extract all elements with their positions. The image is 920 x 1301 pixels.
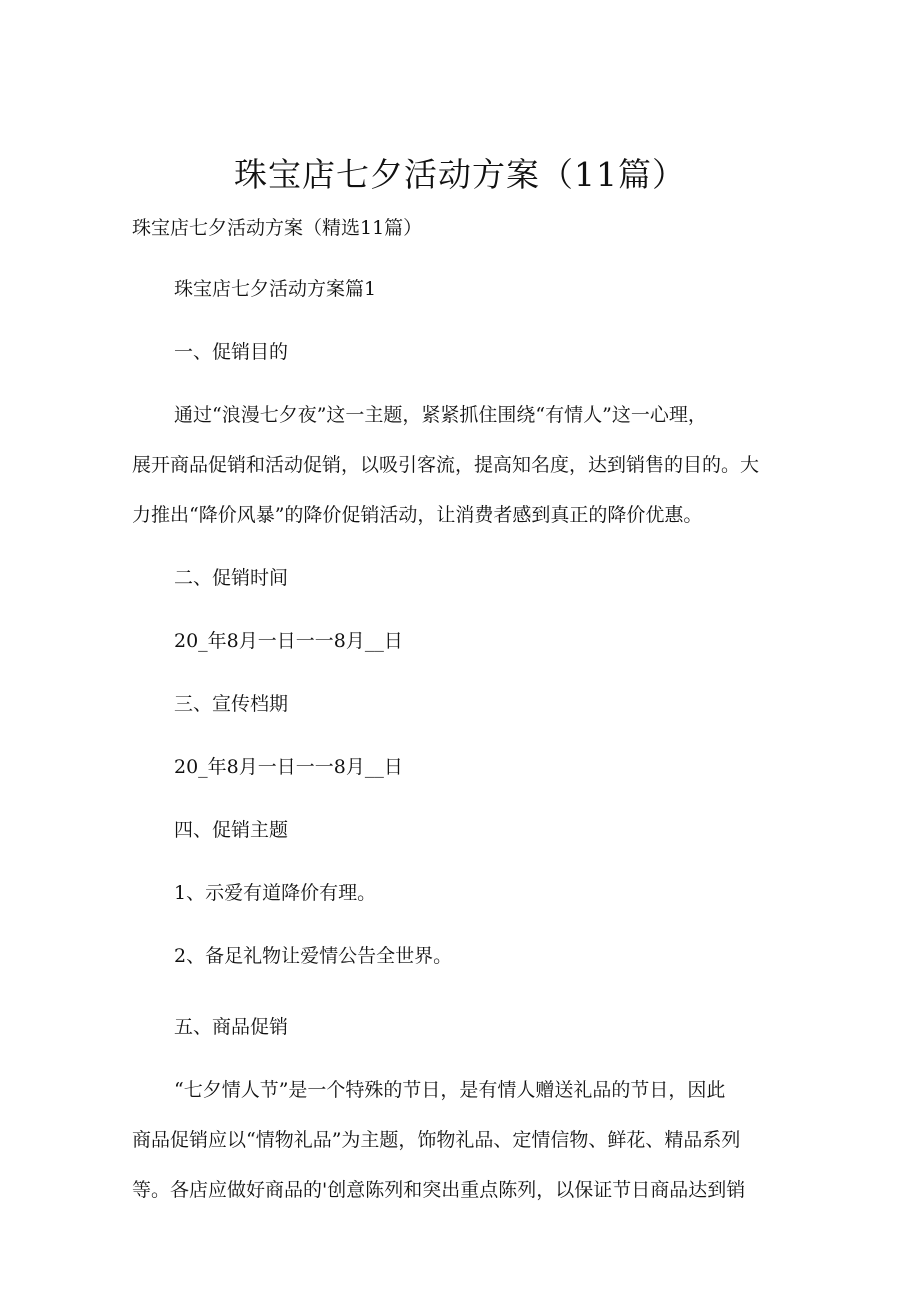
paragraph-product-line-3: 等。各店应做好商品的'创意陈列和突出重点陈列，以保证节日商品达到销: [132, 1179, 746, 1201]
heading-product-promotion: 五、商品促销: [174, 1016, 289, 1038]
heading-promotion-time: 二、促销时间: [174, 567, 289, 589]
paragraph-product-line-1: “七夕情人节”是一个特殊的节日，是有情人赠送礼品的节日，因此: [174, 1079, 726, 1101]
section-heading: 珠宝店七夕活动方案篇1: [174, 278, 377, 300]
promotion-date-range: 20_年8月一日一一8月__日: [174, 630, 403, 652]
paragraph-purpose-line-1: 通过“浪漫七夕夜”这一主题，紧紧抓住围绕“有情人”这一心理，: [174, 404, 707, 426]
heading-publicity-period: 三、宣传档期: [174, 693, 289, 715]
publicity-date-range: 20_年8月一日一一8月__日: [174, 756, 403, 778]
paragraph-product-line-2: 商品促销应以“情物礼品”为主题，饰物礼品、定情信物、鲜花、精品系列: [132, 1129, 741, 1151]
paragraph-purpose-line-2: 展开商品促销和活动促销，以吸引客流，提高知名度，达到销售的目的。大: [132, 454, 760, 476]
paragraph-purpose-line-3: 力推出“降价风暴”的降价促销活动，让消费者感到真正的降价优惠。: [132, 504, 703, 526]
document-title: 珠宝店七夕活动方案（11篇）: [234, 155, 686, 194]
heading-promotion-purpose: 一、促销目的: [174, 341, 289, 363]
heading-promotion-theme: 四、促销主题: [174, 819, 289, 841]
theme-item-1: 1、示爱有道降价有理。: [174, 882, 377, 904]
theme-item-2: 2、备足礼物让爱情公告全世界。: [174, 945, 453, 967]
document-subtitle: 珠宝店七夕活动方案（精选11篇）: [132, 217, 423, 239]
